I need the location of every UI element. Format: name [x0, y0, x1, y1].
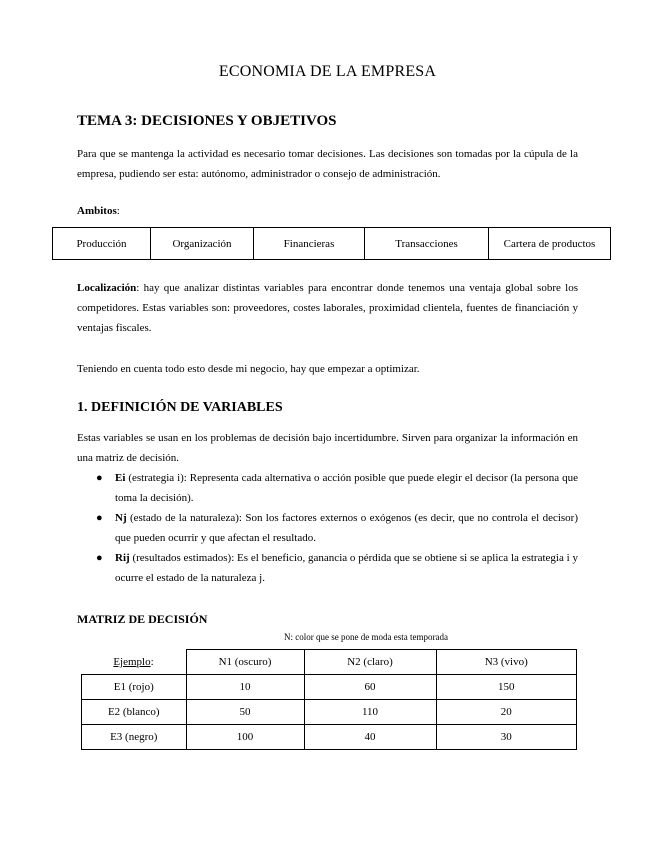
table-row	[82, 700, 577, 725]
matriz-heading: MATRIZ DE DECISIÓN	[77, 612, 208, 626]
variable-term: Rij	[115, 552, 130, 564]
table-cell: 60	[304, 675, 436, 700]
ambitos-table	[52, 227, 611, 260]
table-row	[82, 725, 577, 750]
intro-paragraph: Para que se mantenga la actividad es necesario tomar decisiones. Las decisiones son tomadas por la cúpula de la empresa, pudiendo ser esta: autónomo, administrador o consejo de administración.	[77, 148, 578, 180]
localizacion-text: : hay que analizar distintas variables para encontrar donde tenemos una ventaja global sobre los competidores. Estas variables son: proveedores, costes laborales, proximidad clientela, fuentes de financiación y ventajas fiscales.	[77, 282, 578, 334]
variable-description: (estado de la naturaleza): Son los factores externos o exógenos (es decir, que no controla el decisor) que pueden ocurrir y que afectan el resultado.	[115, 512, 578, 544]
example-suffix: :	[150, 655, 154, 668]
table-cell: 10	[186, 675, 304, 700]
variables-intro: Estas variables se usan en los problemas de decisión bajo incertidumbre. Sirven para organizar la información en una matriz de decisión.	[77, 432, 578, 464]
table-cell: 20	[436, 700, 577, 725]
bullet-icon: ●	[96, 552, 103, 564]
ambitos-label: Ambitos	[77, 205, 117, 217]
list-item	[77, 468, 578, 508]
ambitos-label-line: Ambitos:	[77, 205, 120, 217]
row-header: E3 (negro)	[82, 725, 187, 750]
list-item	[77, 548, 578, 588]
variables-list	[77, 468, 578, 588]
table-cell: 100	[186, 725, 304, 750]
example-label: Ejemplo	[113, 655, 151, 668]
bullet-icon: ●	[96, 512, 103, 524]
ambitos-cell: Organización	[151, 228, 254, 260]
variable-term: Nj	[115, 512, 127, 524]
variable-description: (resultados estimados): Es el beneficio, ganancia o pérdida que se obtiene si se aplica la estrategia i y ocurre el estado de la naturaleza j.	[115, 552, 578, 584]
list-item	[77, 508, 578, 548]
table-cell: 40	[304, 725, 436, 750]
column-header: N1 (oscuro)	[186, 650, 304, 675]
ambitos-cell: Financieras	[254, 228, 365, 260]
table-row	[82, 675, 577, 700]
optimizar-paragraph: Teniendo en cuenta todo esto desde mi negocio, hay que empezar a optimizar.	[77, 363, 420, 375]
column-header: N2 (claro)	[304, 650, 436, 675]
ambitos-cell: Cartera de productos	[489, 228, 611, 260]
document-title: ECONOMIA DE LA EMPRESA	[218, 63, 437, 80]
tema-heading: TEMA 3: DECISIONES Y OBJETIVOS	[77, 113, 337, 129]
localizacion-label: Localización	[77, 282, 137, 294]
ambitos-cell: Transacciones	[365, 228, 489, 260]
decision-matrix-table	[81, 649, 577, 750]
section-definicion-heading: 1. DEFINICIÓN DE VARIABLES	[77, 400, 283, 415]
matriz-note: N: color que se pone de moda esta temporada	[284, 632, 448, 642]
table-cell: 150	[436, 675, 577, 700]
column-header: N3 (vivo)	[436, 650, 577, 675]
row-header: E1 (rojo)	[82, 675, 187, 700]
table-cell: 30	[436, 725, 577, 750]
bullet-icon: ●	[96, 472, 103, 484]
variable-description: (estrategia i): Representa cada alternativa o acción posible que puede elegir el decisor (la persona que toma la decisión).	[115, 472, 578, 504]
corner-cell	[82, 650, 187, 675]
table-cell: 110	[304, 700, 436, 725]
ambitos-row	[53, 228, 611, 260]
variable-term: Ei	[115, 472, 126, 484]
table-cell: 50	[186, 700, 304, 725]
ambitos-cell: Producción	[53, 228, 151, 260]
table-header-row	[82, 650, 577, 675]
localizacion-paragraph	[77, 278, 578, 338]
row-header: E2 (blanco)	[82, 700, 187, 725]
